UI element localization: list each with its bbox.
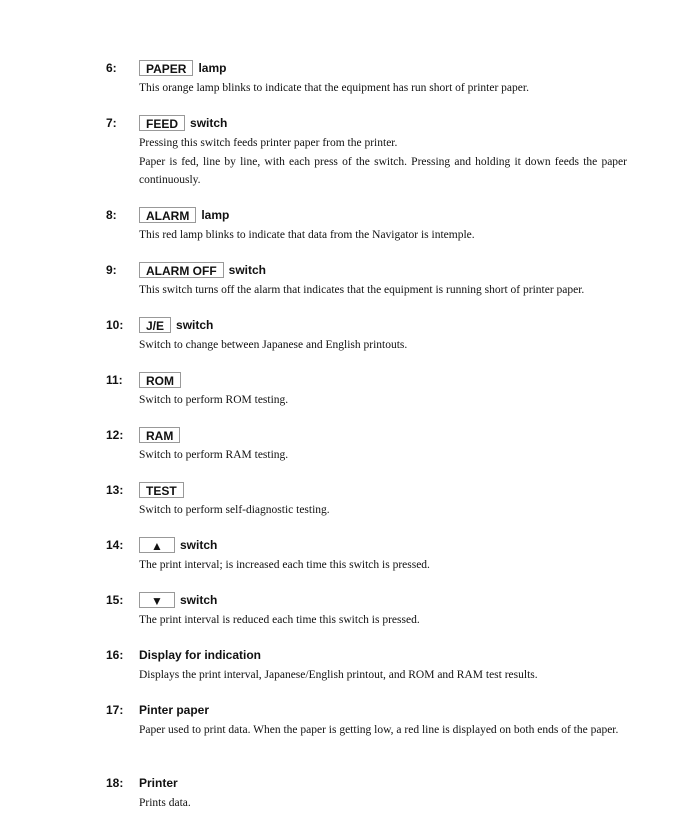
item-number: 16: [106,648,124,662]
item-number: 7: [106,116,117,130]
item-title: Printer [139,776,178,790]
item-heading [139,115,227,131]
item-heading [139,647,261,663]
item-description [139,446,627,465]
item-heading [139,372,186,388]
item-heading [139,262,266,278]
item-description [139,556,627,575]
item-description [139,611,627,630]
description-paragraph: Prints data. [139,797,191,809]
item-heading [139,60,226,76]
item-number: 15: [106,593,124,607]
item-number: 14: [106,538,124,552]
key-label-box: J/E [139,317,171,333]
item-title: Pinter paper [139,703,210,717]
item-description [139,79,627,98]
item-number: 12: [106,428,124,442]
item-description [139,794,627,813]
item-heading [139,537,217,553]
item-title: switch [180,593,218,607]
item-heading [139,207,229,223]
item-heading [139,702,209,718]
item-description [139,501,627,520]
item-heading [139,427,185,443]
item-title: lamp [198,61,227,75]
item-number: 6: [106,61,117,75]
item-description [139,134,627,190]
description-paragraph: Paper is fed, line by line, with each press of the switch. Pressing and holding it down feeds the paper continuously. [139,155,627,186]
item-number: 9: [106,263,117,277]
item-number: 8: [106,208,117,222]
item-title: switch [176,318,214,332]
description-paragraph: This orange lamp blinks to indicate that the equipment has run short of printer paper. [139,82,529,94]
key-label-box: FEED [139,115,185,131]
key-label-box: RAM [139,427,180,443]
description-paragraph: Switch to perform self-diagnostic testing. [139,504,330,516]
description-paragraph: This switch turns off the alarm that indicates that the equipment is running short of printer paper. [139,284,585,296]
item-description [139,721,627,740]
description-paragraph: Paper used to print data. When the paper is getting low, a red line is displayed on both ends of the paper. [139,724,619,736]
item-number: 17: [106,703,124,717]
key-label-box: TEST [139,482,184,498]
item-description [139,666,627,685]
description-paragraph: This red lamp blinks to indicate that data from the Navigator is intemple. [139,229,475,241]
description-paragraph: The print interval; is increased each time this switch is pressed. [139,559,430,571]
item-number: 11: [106,373,123,387]
item-heading [139,775,178,791]
key-label-box: PAPER [139,60,193,76]
item-number: 18: [106,776,124,790]
item-heading [139,482,189,498]
description-paragraph: Switch to change between Japanese and English printouts. [139,339,408,351]
item-description [139,281,627,300]
key-label-box: ALARM [139,207,196,223]
item-description [139,226,627,245]
item-heading [139,317,213,333]
item-title: lamp [201,208,230,222]
description-paragraph: Displays the print interval, Japanese/English printout, and ROM and RAM test results. [139,669,538,681]
item-description [139,336,627,355]
item-title: switch [228,263,266,277]
item-heading [139,592,217,608]
description-paragraph: Switch to perform RAM testing. [139,449,289,461]
description-paragraph: Switch to perform ROM testing. [139,394,289,406]
key-label-box: ▲ [139,537,175,553]
key-label-box: ▼ [139,592,175,608]
description-paragraph: The print interval is reduced each time this switch is pressed. [139,614,420,626]
key-label-box: ROM [139,372,181,388]
item-description [139,391,627,410]
key-label-box: ALARM OFF [139,262,224,278]
description-paragraph: Pressing this switch feeds printer paper from the printer. [139,137,398,149]
item-number: 10: [106,318,124,332]
item-title: Display for indication [139,648,262,662]
item-number: 13: [106,483,124,497]
item-title: switch [180,538,218,552]
item-title: switch [190,116,228,130]
